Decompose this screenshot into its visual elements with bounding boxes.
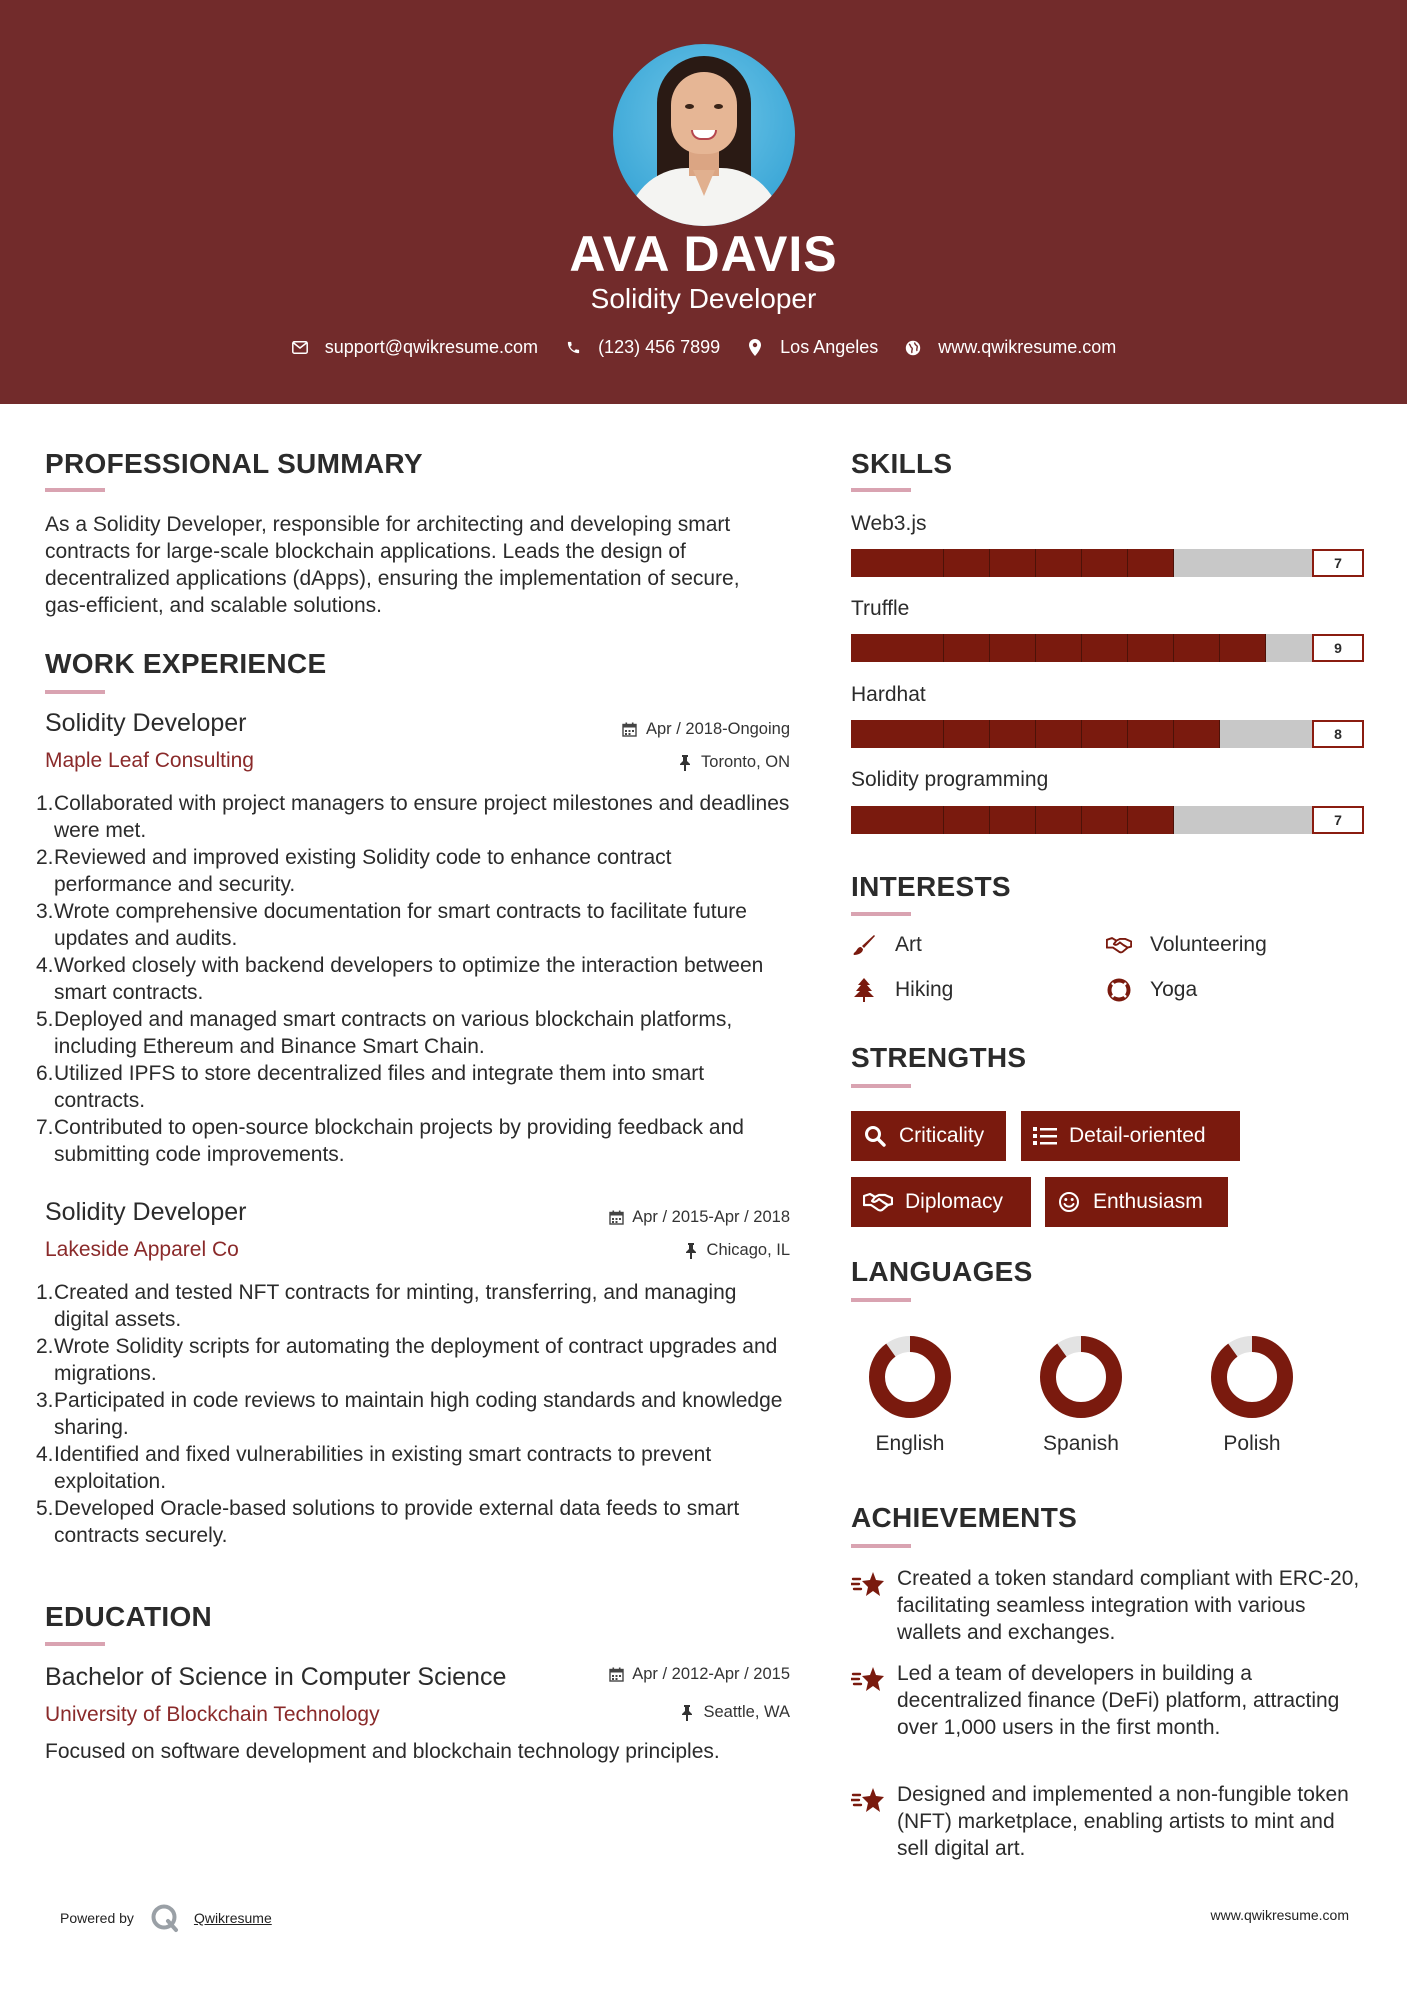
strength-badge-diplomacy: Diplomacy	[851, 1177, 1031, 1227]
skill-score: 9	[1312, 634, 1364, 662]
list-icon	[1033, 1124, 1057, 1148]
flying-star-icon	[851, 1569, 885, 1599]
tree-icon	[851, 978, 877, 1002]
language-label: Spanish	[1043, 1432, 1119, 1455]
skill-bar	[851, 806, 1331, 834]
skill-label: Truffle	[851, 597, 910, 620]
skill-bar-segment	[943, 806, 944, 834]
strength-badge-enthusiasm: Enthusiasm	[1045, 1177, 1228, 1227]
achievement-item: Led a team of developers in building a decentralized finance (DeFi) platform, attracting over 1,000 users in the first month.	[851, 1660, 1371, 1741]
skill-bar-segment	[1173, 806, 1174, 834]
skill-bar	[851, 634, 1331, 662]
skill-bar-segment	[1173, 634, 1174, 662]
language-donut	[1209, 1334, 1295, 1420]
skill-bar-segment	[1127, 806, 1128, 834]
list-item: 4. Identified and fixed vulnerabilities in existing smart contracts to prevent exploitation.	[36, 1443, 712, 1493]
skill-score: 8	[1312, 720, 1364, 748]
list-item: 3. Wrote comprehensive documentation for smart contracts to facilitate future updates and audits.	[36, 900, 747, 950]
skill-bar-segment	[1081, 806, 1082, 834]
skill-bar-segment	[1035, 549, 1036, 577]
list-item: 5. Developed Oracle-based solutions to provide external data feeds to smart contracts securely.	[36, 1497, 740, 1547]
envelope-icon	[291, 339, 309, 357]
skill-bar-segment	[1219, 720, 1220, 748]
language-polish	[1192, 1334, 1312, 1456]
summary-heading: PROFESSIONAL SUMMARY	[45, 448, 423, 479]
achievements-heading: ACHIEVEMENTS	[851, 1502, 1078, 1533]
skill-score: 7	[1312, 549, 1364, 577]
candidate-role: Solidity Developer	[590, 283, 817, 314]
phone-icon	[564, 339, 582, 357]
list-item: 2. Wrote Solidity scripts for automating the deployment of contract upgrades and migrations.	[36, 1335, 778, 1385]
skill-bar-segment	[1081, 549, 1082, 577]
skill-bar-segment	[989, 806, 990, 834]
experience-heading: WORK EXPERIENCE	[45, 648, 327, 679]
job-1-company: Maple Leaf Consulting	[45, 749, 254, 772]
skill-bar-segment	[989, 549, 990, 577]
skills-heading: SKILLS	[851, 448, 953, 479]
skill-bar-segment	[1127, 549, 1128, 577]
handshake-icon	[863, 1190, 893, 1214]
skill-score: 7	[1312, 806, 1364, 834]
education-heading-underline	[45, 1642, 105, 1646]
calendar-icon	[608, 1210, 624, 1226]
job-1-dates: Apr / 2018-Ongoing	[470, 720, 790, 739]
skill-bar-segment	[943, 720, 944, 748]
languages-heading-underline	[851, 1298, 911, 1302]
email-text: support@qwikresume.com	[324, 337, 539, 357]
skill-bar-segment	[943, 634, 944, 662]
language-donut-fill	[1048, 1344, 1114, 1410]
skill-bar	[851, 720, 1331, 748]
skill-bar-segment	[943, 549, 944, 577]
interest-volunteering: Volunteering	[1106, 933, 1267, 957]
language-donut	[1038, 1334, 1124, 1420]
skill-bar-segment	[989, 634, 990, 662]
achievement-item: Designed and implemented a non-fungible token (NFT) marketplace, enabling artists to mint and sell digital art.	[851, 1781, 1371, 1862]
skill-bar-fill	[851, 549, 1174, 577]
summary-heading-underline	[45, 488, 105, 492]
list-item: 4. Worked closely with backend developers to optimize the interaction between smart contracts.	[36, 954, 764, 1004]
qwikresume-logo-icon	[150, 1903, 180, 1933]
skill-bar-segment	[1081, 634, 1082, 662]
achievements-heading-underline	[851, 1544, 911, 1548]
job-1-location: Toronto, ON	[470, 753, 790, 772]
resume-header	[0, 0, 1407, 404]
achievement-item: Created a token standard compliant with ERC-20, facilitating seamless integration with various wallets and exchanges.	[851, 1565, 1371, 1646]
education-description: Focused on software development and blockchain technology principles.	[45, 1740, 720, 1763]
skill-bar-segment	[1265, 634, 1266, 662]
job-2-title: Solidity Developer	[45, 1198, 247, 1226]
paintbrush-icon	[851, 933, 877, 957]
strength-badge-detail-oriented: Detail-oriented	[1021, 1111, 1240, 1161]
interest-art: Art	[851, 933, 922, 957]
pushpin-icon	[677, 755, 693, 771]
lifebuoy-icon	[1106, 978, 1132, 1002]
contact-bar	[0, 337, 1407, 358]
skill-bar-segment	[1173, 720, 1174, 748]
language-donut	[867, 1334, 953, 1420]
skill-label: Hardhat	[851, 683, 926, 706]
strengths-heading: STRENGTHS	[851, 1042, 1027, 1073]
calendar-icon	[622, 722, 638, 738]
skill-bar-segment	[1035, 634, 1036, 662]
handshake-icon	[1106, 933, 1132, 957]
pushpin-icon	[683, 1243, 699, 1259]
job-2-location: Chicago, IL	[470, 1241, 790, 1260]
footer-website-link[interactable]: www.qwikresume.com	[1210, 1907, 1349, 1923]
list-item: 1. Collaborated with project managers to ensure project milestones and deadlines were met.	[36, 792, 790, 842]
smile-icon	[1057, 1190, 1081, 1214]
experience-heading-underline	[45, 690, 105, 694]
language-label: Polish	[1223, 1432, 1281, 1455]
contact-location	[746, 337, 878, 358]
skill-bar-segment	[1081, 720, 1082, 748]
globe-icon	[904, 339, 922, 357]
degree-title: Bachelor of Science in Computer Science	[45, 1663, 507, 1691]
skill-bar-segment	[1127, 720, 1128, 748]
flying-star-icon	[851, 1785, 885, 1815]
interests-heading-underline	[851, 912, 911, 916]
strength-badge-criticality: Criticality	[851, 1111, 1006, 1161]
interest-hiking: Hiking	[851, 978, 953, 1002]
skill-bar-segment	[1127, 634, 1128, 662]
contact-email[interactable]	[291, 337, 538, 358]
list-item: 5. Deployed and managed smart contracts on various blockchain platforms, including Ethereum and Binance Smart Chain.	[36, 1008, 733, 1058]
candidate-name: AVA DAVIS	[569, 226, 838, 282]
job-2-responsibilities	[36, 1279, 791, 1549]
calendar-icon	[608, 1667, 624, 1683]
interests-heading: INTERESTS	[851, 871, 1011, 902]
job-1-title: Solidity Developer	[45, 709, 247, 737]
website-text: www.qwikresume.com	[938, 337, 1117, 357]
job-2-dates: Apr / 2015-Apr / 2018	[470, 1208, 790, 1227]
skill-bar-fill	[851, 806, 1174, 834]
contact-website[interactable]	[904, 337, 1116, 358]
skill-bar-segment	[989, 720, 990, 748]
school-name: University of Blockchain Technology	[45, 1703, 380, 1726]
education-heading: EDUCATION	[45, 1601, 213, 1632]
language-label: English	[875, 1432, 945, 1455]
phone-text: (123) 456 7899	[598, 337, 721, 357]
education-location: Seattle, WA	[470, 1703, 790, 1722]
footer-powered-by	[60, 1903, 272, 1933]
list-item: 7. Contributed to open-source blockchain projects by providing feedback and submitting code improvements.	[36, 1116, 744, 1166]
language-english	[850, 1334, 970, 1456]
skill-bar-segment	[1173, 549, 1174, 577]
search-icon	[863, 1124, 887, 1148]
profile-photo	[613, 44, 795, 226]
language-donut-fill	[1219, 1344, 1285, 1410]
location-text: Los Angeles	[780, 337, 879, 357]
list-item: 2. Reviewed and improved existing Solidity code to enhance contract performance and security.	[36, 846, 672, 896]
skill-bar-segment	[1035, 806, 1036, 834]
education-dates: Apr / 2012-Apr / 2015	[470, 1665, 790, 1684]
skill-bar	[851, 549, 1331, 577]
skill-label: Solidity programming	[851, 768, 1049, 791]
languages-heading: LANGUAGES	[851, 1256, 1033, 1287]
list-item: 6. Utilized IPFS to store decentralized files and integrate them into smart contracts.	[36, 1062, 705, 1112]
qwikresume-link[interactable]: Qwikresume	[193, 1910, 272, 1926]
skills-heading-underline	[851, 488, 911, 492]
list-item: 3. Participated in code reviews to maintain high coding standards and knowledge sharing.	[36, 1389, 783, 1439]
contact-phone[interactable]	[564, 337, 720, 358]
powered-by-label: Powered by	[60, 1910, 134, 1926]
language-donut-fill	[877, 1344, 943, 1410]
job-2-company: Lakeside Apparel Co	[45, 1238, 239, 1261]
flying-star-icon	[851, 1664, 885, 1694]
list-item: 1. Created and tested NFT contracts for minting, transferring, and managing digital assets.	[36, 1281, 737, 1331]
skill-bar-segment	[1219, 634, 1220, 662]
skill-bar-fill	[851, 634, 1266, 662]
skill-bar-segment	[1035, 720, 1036, 748]
strengths-heading-underline	[851, 1084, 911, 1088]
interest-yoga: Yoga	[1106, 978, 1197, 1002]
job-1-responsibilities	[36, 790, 791, 1168]
skill-label: Web3.js	[851, 512, 927, 535]
map-pin-icon	[746, 339, 764, 357]
language-spanish	[1021, 1334, 1141, 1456]
pushpin-icon	[679, 1705, 695, 1721]
summary-text: As a Solidity Developer, responsible for architecting and developing smart contracts for large-scale blockchain applications. Leads the design of decentralized applications (dApps), ensuring the implementation of secure, gas-efficient, and scalable solutions.	[45, 513, 740, 617]
